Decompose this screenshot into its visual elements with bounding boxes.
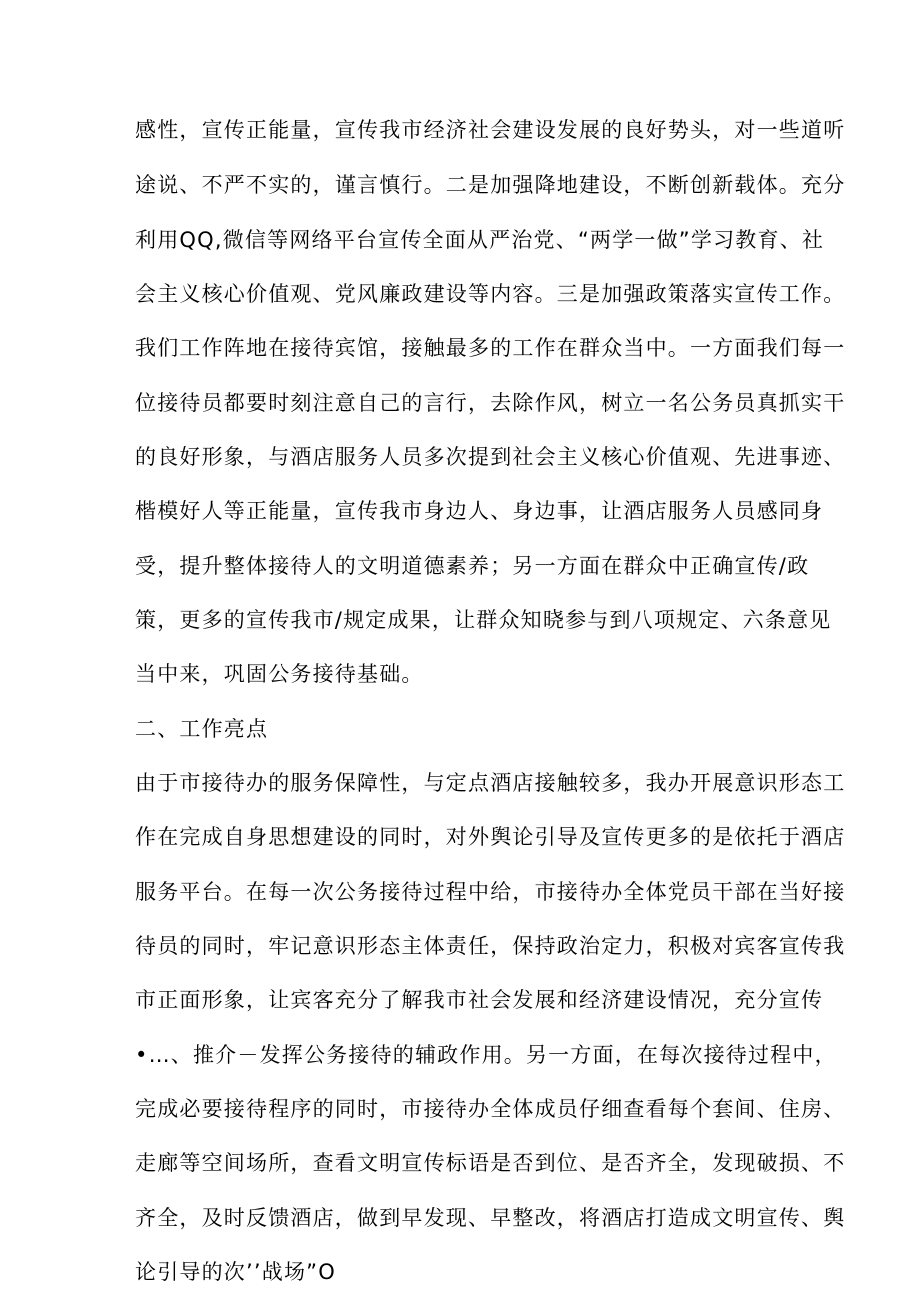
text-line: 位接待员都要时刻注意自己的言行，去除作风，树立一名公务员真抓实干 [135, 391, 846, 415]
text-line: 当中来，巩固公务接待基础。 [135, 662, 424, 686]
text-line: 利用QQ,微信等网络平台宣传全面从严治党、“两学一做”学习教育、社 [135, 228, 825, 252]
text-line: 走廊等空间场所，查看文明宣传标语是否到位、是否齐全，发现破损、不 [135, 1151, 846, 1175]
text-line: 由于市接待办的服务保障性，与定点酒店接触较多，我办开展意识形态工 [135, 771, 846, 795]
text-line: 服务平台。在每一次公务接待过程中给，市接待办全体党员干部在当好接 [135, 880, 846, 904]
text-line: 会主义核心价值观、党风廉政建设等内容。三是加强政策落实宣传工作。 [135, 282, 846, 306]
text-line: 我们工作阵地在接待宾馆，接触最多的工作在群众当中。一方面我们每一 [135, 336, 846, 360]
text-line: 市正面形象，让宾客充分了解我市社会发展和经济建设情况，充分宣传 [135, 988, 824, 1012]
text-line: 受，提升整体接待人的文明道德素养；另一方面在群众中正确宣传/政 [135, 554, 810, 578]
text-line: 的良好形象，与酒店服务人员多次提到社会主义核心价值观、先进事迹、 [135, 445, 846, 469]
text-line: 感性，宣传正能量，宣传我市经济社会建设发展的良好势头，对一些道听 [135, 118, 846, 142]
text-line: 齐全，及时反馈酒店，做到早发现、早整改，将酒店打造成文明宣传、舆 [135, 1206, 846, 1230]
text-line: 策，更多的宣传我市/规定成果，让群众知晓参与到八项规定、六条意见 [135, 608, 832, 632]
text-line: 途说、不严不实的，谨言慎行。二是加强降地建设，不断创新载体。充分 [135, 173, 846, 197]
text-line: •…、推介－发挥公务接待的辅政作用。另一方面，在每次接待过程中， [135, 1043, 837, 1067]
text-line: 作在完成自身思想建设的同时，对外舆论引导及宣传更多的是依托于酒店 [135, 825, 846, 849]
text-line: 楷模好人等正能量，宣传我市身边人、身边事，让酒店服务人员感同身 [135, 499, 824, 523]
text-line: 完成必要接待程序的同时，市接待办全体成员仔细查看每个套间、住房、 [135, 1097, 846, 1121]
section-heading: 二、工作亮点 [135, 717, 269, 741]
text-line: 论引导的次’’战场”O [135, 1260, 336, 1284]
text-line: 待员的同时，牢记意识形态主体责任，保持政治定力，积极对宾客宣传我 [135, 934, 846, 958]
